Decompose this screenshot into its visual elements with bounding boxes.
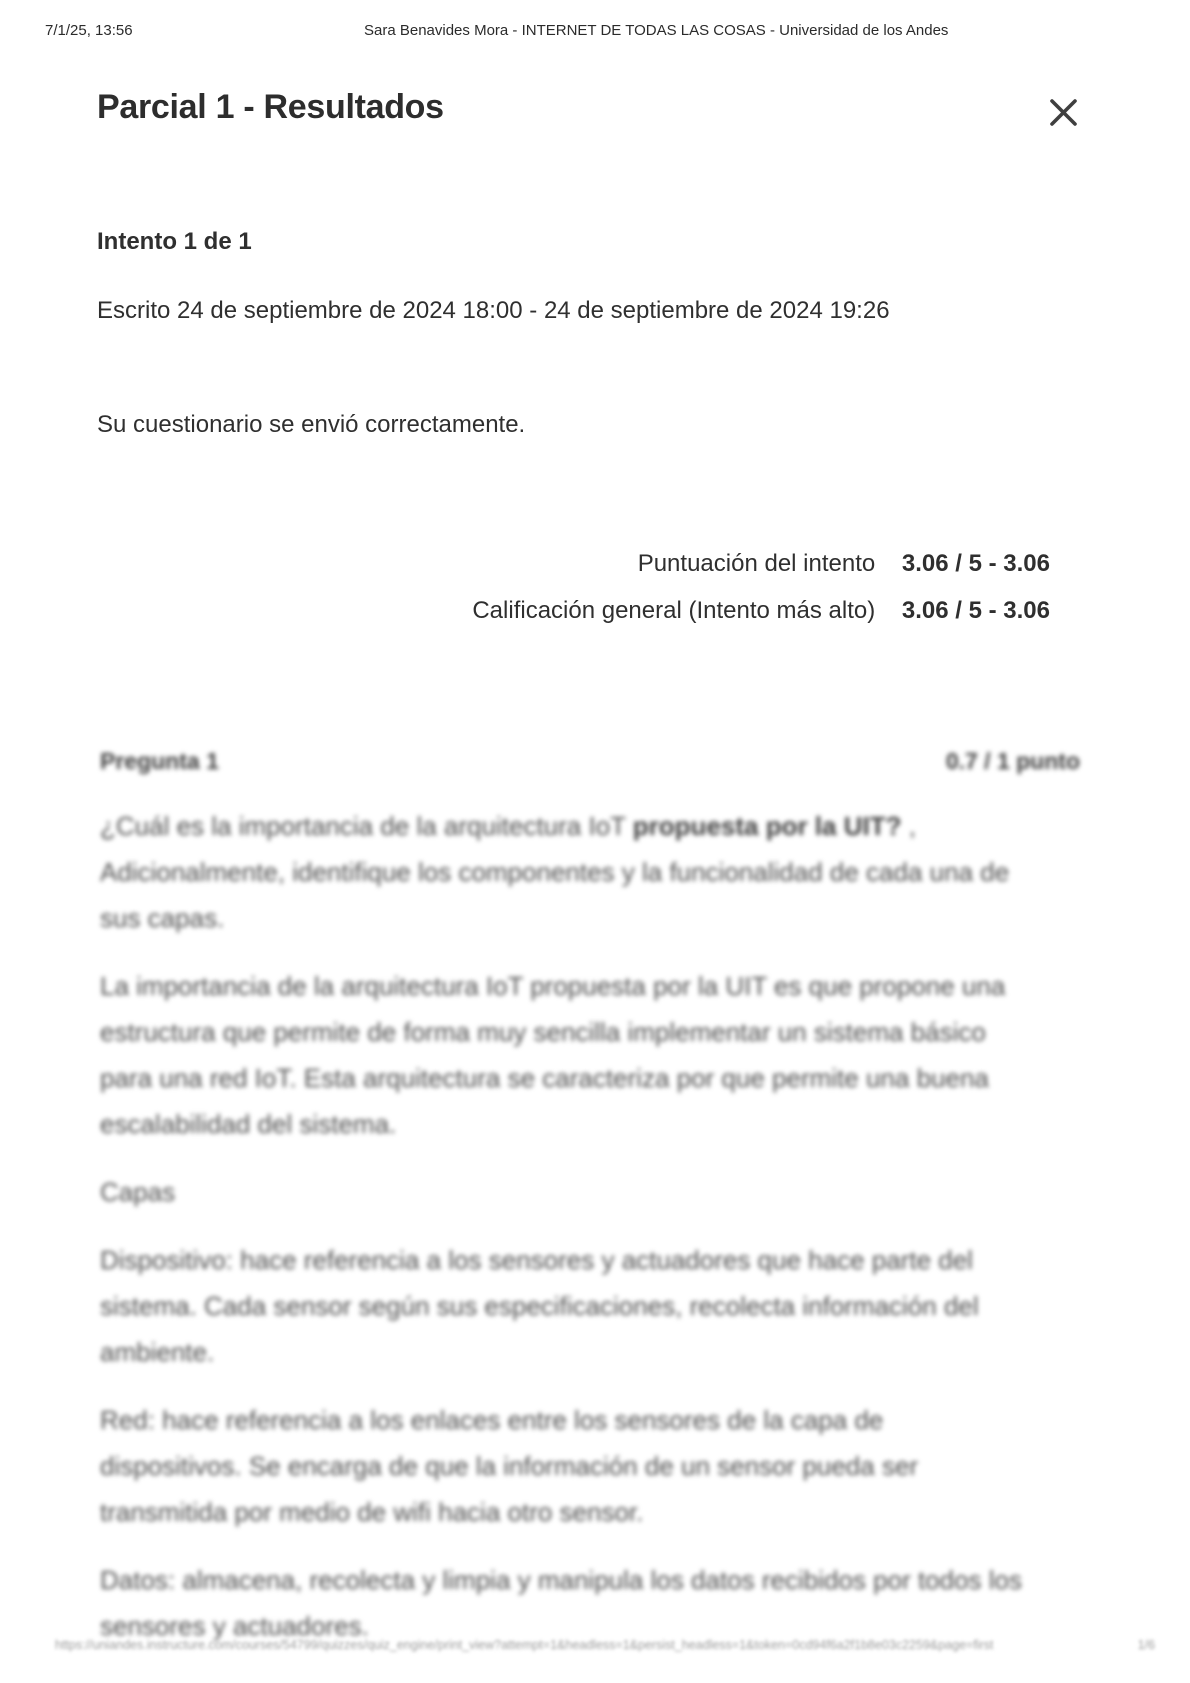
attempt-score-label: Puntuación del intento	[637, 550, 876, 577]
question-1-body	[100, 803, 1030, 1649]
answer-paragraph: La importancia de la arquitectura IoT propuesta por la UIT es que propone una estructura que permite de forma muy sencilla implementar un sistema básico para una red IoT. Esta arquitectura se caracteriza por que permite una buena escalabilidad del sistema.	[100, 971, 1006, 1139]
attempt-period: Escrito 24 de septiembre de 2024 18:00 - 24 de septiembre de 2024 19:26	[97, 297, 890, 324]
attempt-score-row	[97, 549, 1080, 579]
question-1-heading: Pregunta 1	[100, 748, 219, 774]
print-datetime: 7/1/25, 13:56	[45, 22, 133, 39]
answer-paragraph: Red: hace referencia a los enlaces entre los sensores de la capa de dispositivos. Se encarga de que la información de un sensor pueda ser transmitida por medio de wifi hacia otro sensor.	[100, 1405, 919, 1527]
modal-header	[97, 88, 1080, 129]
print-footer	[55, 1638, 1155, 1652]
print-footer-page-indicator: 1/6	[1137, 1638, 1155, 1652]
question-1-prompt	[100, 803, 1030, 941]
answer-paragraph: Dispositivo: hace referencia a los sensores y actuadores que hace parte del sistema. Cada sensor según sus especificaciones, recolecta información del ambiente.	[100, 1245, 979, 1367]
attempt-score-value: 3.06 / 5 - 3.06	[901, 550, 1050, 577]
prompt-tail: ,	[901, 811, 916, 841]
close-button[interactable]	[1047, 96, 1080, 129]
submission-status: Su cuestionario se envió correctamente.	[97, 411, 526, 438]
score-summary	[97, 549, 1080, 643]
overall-grade-row	[97, 596, 1080, 626]
answer-paragraph-capas: Capas	[100, 1177, 176, 1207]
print-document-title: Sara Benavides Mora - INTERNET DE TODAS LAS COSAS - Universidad de los Andes	[364, 22, 949, 39]
print-footer-url: https://uniandes.instructure.com/courses/54799/quizzes/quiz_engine/print_view?attempt=1&headless=1&persist_headless=1&token=0cd94f6a2f1b8e03c2259&page=first	[55, 1638, 994, 1652]
question-1-points: 0.7 / 1 punto	[945, 748, 1080, 774]
close-icon	[1047, 117, 1080, 132]
answer-paragraph: Datos: almacena, recolecta y limpia y manipula los datos recibidos por todos los sensores y actuadores.	[100, 1565, 1023, 1641]
overall-grade-value: 3.06 / 5 - 3.06	[901, 597, 1050, 624]
prompt-rest: Adicionalmente, identifique los componentes y la funcionalidad de cada una de sus capas.	[100, 857, 1010, 933]
question-1-section	[100, 748, 1080, 1671]
prompt-bold: propuesta por la UIT?	[632, 811, 902, 841]
page-title: Parcial 1 - Resultados	[97, 88, 444, 126]
question-1-header	[100, 748, 1080, 775]
attempt-heading: Intento 1 de 1	[97, 228, 252, 255]
prompt-lead: ¿Cuál es la importancia de la arquitectura IoT	[100, 811, 633, 841]
overall-grade-label: Calificación general (Intento más alto)	[472, 597, 876, 624]
print-header	[0, 22, 1190, 42]
